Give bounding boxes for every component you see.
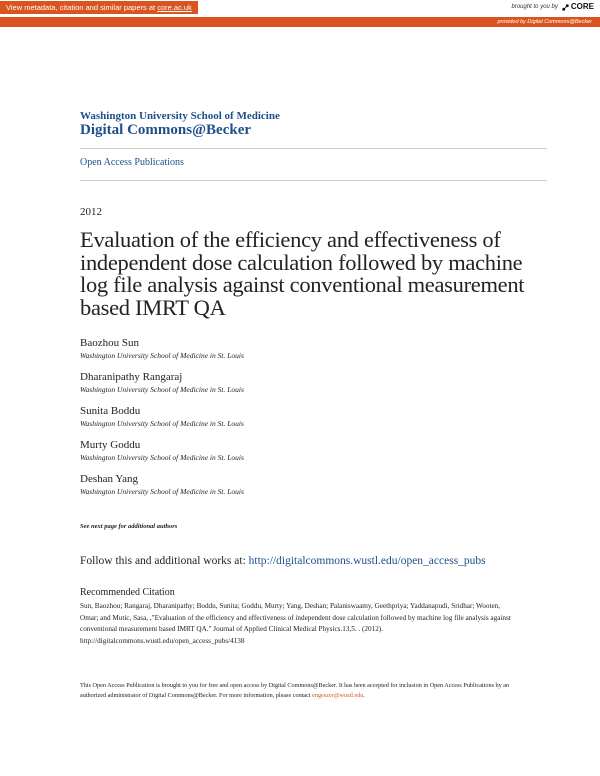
repository-name[interactable]: Digital Commons@Becker	[80, 122, 252, 138]
author-affiliation: Washington University School of Medicine in St. Louis	[80, 419, 244, 428]
author-name[interactable]: Baozhou Sun	[80, 337, 139, 349]
follow-line	[80, 555, 486, 567]
author-entry	[80, 405, 540, 429]
author-entry	[80, 337, 540, 361]
see-next-page-note: See next page for additional authors	[80, 523, 178, 530]
core-logo-text: CORE	[570, 2, 594, 11]
citation-block	[80, 601, 520, 647]
author-affiliation: Washington University School of Medicine in St. Louis	[80, 487, 244, 496]
brought-by	[512, 2, 595, 12]
author-affiliation: Washington University School of Medicine in St. Louis	[80, 385, 244, 394]
notice-text: This Open Access Publication is brought to you for free and open access by Digital Commons@Becker. It has been accepted for inclusion in Open Access Publications by an authorized administrator of Digital Commons@Becker. For more information, please contact	[80, 682, 510, 699]
contact-email-link[interactable]: engeszer@wustl.edu	[312, 692, 364, 699]
author-affiliation: Washington University School of Medicine in St. Louis	[80, 453, 244, 462]
author-entry	[80, 439, 540, 463]
notice-end: .	[363, 692, 365, 699]
author-name[interactable]: Murty Goddu	[80, 439, 141, 451]
metadata-banner[interactable]	[0, 1, 198, 14]
open-access-notice	[80, 681, 530, 701]
core-logo-icon	[561, 3, 570, 12]
author-affiliation: Washington University School of Medicine in St. Louis	[80, 351, 244, 360]
institution-name[interactable]: Washington University School of Medicine	[80, 110, 280, 122]
follow-url-link[interactable]: http://digitalcommons.wustl.edu/open_access_pubs	[248, 555, 486, 567]
recommended-citation-heading: Recommended Citation	[80, 587, 175, 598]
core-header-bar	[0, 0, 600, 15]
publication-year: 2012	[80, 206, 102, 218]
provided-by-bar	[0, 17, 600, 27]
author-list	[80, 337, 540, 507]
core-link[interactable]: core.ac.uk	[157, 3, 192, 12]
citation-url[interactable]: http://digitalcommons.wustl.edu/open_access_pubs/4138	[80, 636, 245, 645]
collection-link[interactable]: Open Access Publications	[80, 157, 184, 168]
provided-by-text: provided by Digital Commons@Becker	[497, 19, 592, 25]
brought-by-text: brought to you by	[511, 4, 558, 10]
author-entry	[80, 473, 540, 497]
divider	[80, 180, 547, 181]
author-name[interactable]: Dharanipathy Rangaraj	[80, 371, 183, 383]
follow-text: Follow this and additional works at:	[80, 555, 249, 567]
metadata-text: View metadata, citation and similar papers at	[6, 3, 158, 12]
author-entry	[80, 371, 540, 395]
author-name[interactable]: Sunita Boddu	[80, 405, 141, 417]
author-name[interactable]: Deshan Yang	[80, 473, 139, 485]
core-logo[interactable]	[561, 2, 594, 12]
citation-text: Sun, Baozhou; Rangaraj, Dharanipathy; Boddu, Sunita; Goddu, Murty; Yang, Deshan; Palaniswaamy, Geethpriya; Yaddanapudi, Sridhar; Wooten, Omar; and Mutic, Sasa, ,"Evaluation of the efficiency and effectiveness of independent dose calculation followed by machine log file analysis against conventional measurement based IMRT QA." Journal of Applied Clinical Medical Physics.13,5. . (2012).	[80, 602, 511, 633]
divider	[80, 148, 547, 149]
paper-title: Evaluation of the efficiency and effectiveness of independent dose calculation followed by machine log file analysis against conventional measurement based IMRT QA	[80, 227, 525, 320]
